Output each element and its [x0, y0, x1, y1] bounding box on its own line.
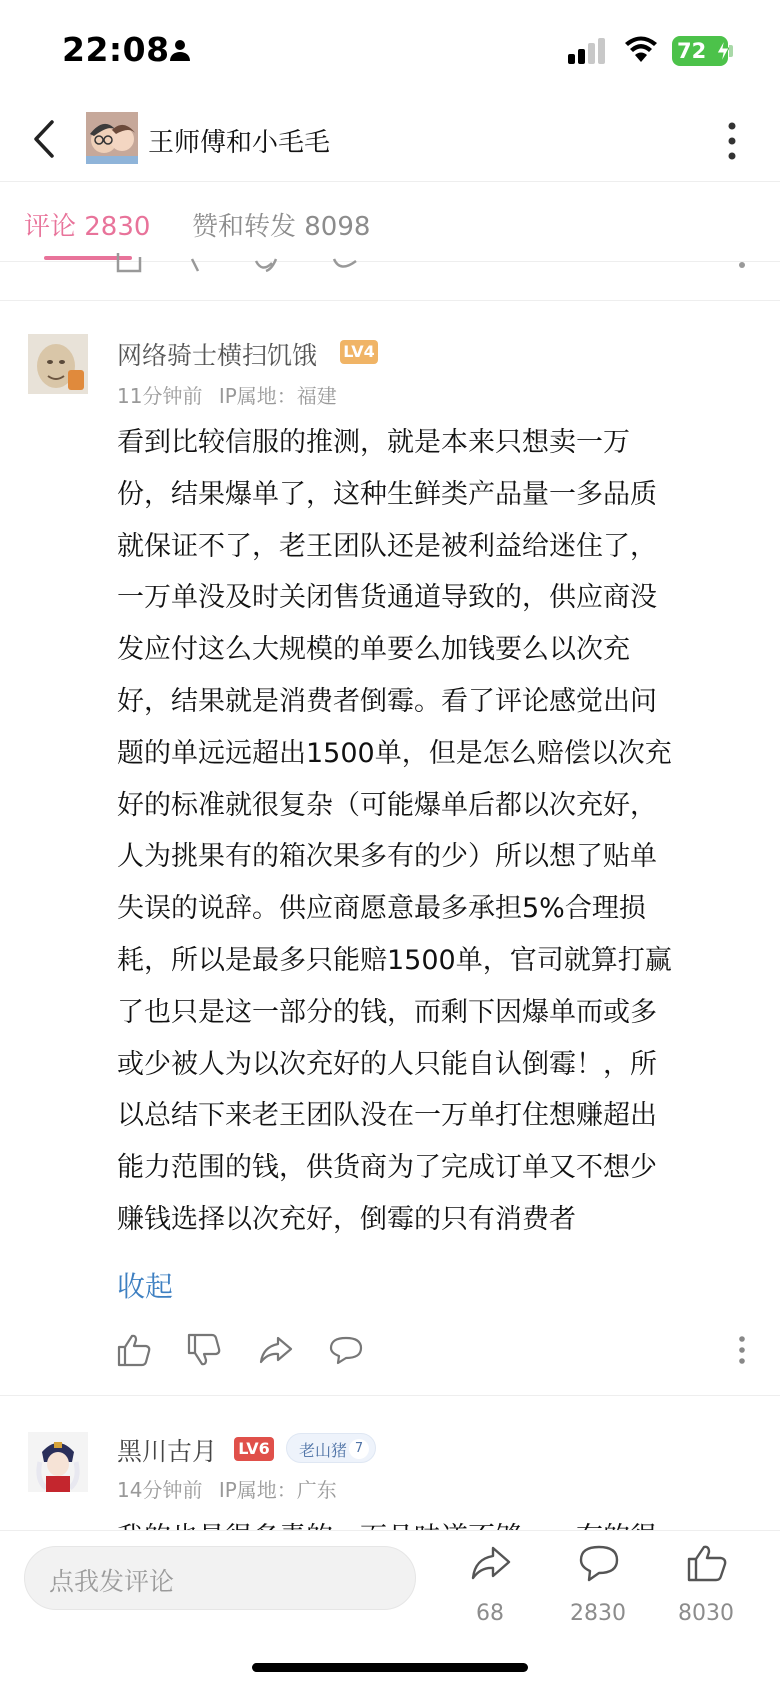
- back-button[interactable]: [28, 114, 68, 164]
- commenter-name[interactable]: 网络骑士横扫饥饿: [117, 341, 318, 370]
- comment-line: 耗，所以是最多只能赔1500单，官司就算打赢: [117, 944, 672, 976]
- ip-location: 福建: [296, 384, 337, 408]
- comment-more-button[interactable]: [730, 1332, 770, 1372]
- tab-comments[interactable]: 评论 2830: [24, 212, 151, 242]
- status-bar: [0, 0, 780, 100]
- fan-badge-label: 老山猪: [299, 1441, 348, 1460]
- comment-meta: [117, 1474, 337, 1503]
- commenter-avatar[interactable]: [28, 1432, 88, 1492]
- collapse-link[interactable]: 收起: [117, 1270, 174, 1303]
- battery-tip: [729, 45, 733, 57]
- ip-label: IP属地：: [218, 1478, 297, 1502]
- comment-count-button[interactable]: [548, 1539, 648, 1639]
- comment-item: [0, 1396, 780, 1530]
- comment-line: 能力范围的钱，供货商为了完成订单又不想少: [117, 1152, 657, 1184]
- status-time: 22:08: [62, 30, 170, 69]
- speech-bubble-icon: [328, 1332, 364, 1368]
- wifi-icon: [624, 36, 658, 68]
- tab-bar: [0, 182, 780, 262]
- comment-line: 了也只是这一部分的钱，而剩下因爆单而或多: [117, 996, 657, 1028]
- comment-line: 好的标准就很复杂（可能爆单后都以次充好，: [117, 789, 657, 821]
- top-nav-bar: [0, 100, 780, 182]
- comment-line: 好，结果就是消费者倒霉。看了评论感觉出问: [117, 685, 657, 717]
- user-level-badge: LV6: [234, 1437, 274, 1461]
- more-options-button[interactable]: [722, 120, 742, 162]
- comment-meta: [117, 380, 337, 409]
- home-indicator: [252, 1663, 528, 1672]
- comment-count: 2830: [570, 1601, 626, 1626]
- comment-line: 以总结下来老王团队没在一万单打住想赚超出: [117, 1100, 657, 1132]
- battery-icon: [672, 36, 728, 66]
- ip-label: IP属地：: [218, 384, 297, 408]
- comment-line: 份，结果爆单了，这种生鲜类产品量一多品质: [117, 478, 657, 510]
- comment-input-placeholder: 点我发评论: [49, 1567, 175, 1596]
- comment-time: 14分钟前: [117, 1478, 203, 1502]
- thumbs-up-icon: [686, 1543, 728, 1583]
- comment-input[interactable]: [24, 1546, 416, 1610]
- comment-line: 看到比较信服的推测，就是本来只想卖一万: [117, 427, 630, 458]
- reply-button[interactable]: [328, 1332, 368, 1372]
- fan-badge: [286, 1433, 376, 1463]
- comment-actions: [0, 1332, 780, 1372]
- comment-line: 就保证不了，老王团队还是被利益给迷住了，: [117, 530, 657, 562]
- person-icon: [168, 38, 192, 66]
- share-arrow-icon: [470, 1543, 512, 1583]
- dislike-button[interactable]: [186, 1332, 226, 1372]
- comment-item: [0, 302, 780, 1392]
- speech-bubble-icon: [578, 1543, 620, 1583]
- author-avatar[interactable]: [86, 112, 138, 164]
- repost-count: 68: [476, 1601, 504, 1626]
- comment-text: [117, 417, 747, 1246]
- comment-line: 失误的说辞。供应商愿意最多承担5%合理损: [117, 893, 646, 925]
- commenter-avatar[interactable]: [28, 334, 88, 394]
- battery-level: 72: [677, 39, 707, 63]
- more-vertical-icon: [730, 1332, 754, 1368]
- user-level-badge: LV4: [340, 340, 378, 364]
- more-vertical-icon: [722, 120, 742, 162]
- action-icons-cropped: [0, 263, 780, 301]
- previous-comment-actions: [0, 263, 780, 301]
- share-arrow-icon: [258, 1332, 294, 1368]
- thumbs-down-icon: [186, 1332, 222, 1368]
- tab-likes-reposts[interactable]: 赞和转发 8098: [192, 212, 371, 242]
- cellular-signal-icon: [568, 38, 608, 68]
- repost-button[interactable]: [440, 1539, 540, 1639]
- comment-line: 发应付这么大规模的单要么加钱要么以次充: [117, 634, 630, 666]
- fan-badge-number: 7: [349, 1439, 369, 1459]
- page-title: 王师傅和小毛毛: [148, 128, 331, 158]
- thumbs-up-icon: [116, 1332, 152, 1368]
- like-count: 8030: [678, 1601, 734, 1626]
- like-button[interactable]: [116, 1332, 156, 1372]
- commenter-name[interactable]: 黑川古月: [117, 1437, 218, 1466]
- chevron-left-icon: [28, 114, 68, 164]
- comment-line: 或少被人为以次充好的人只能自认倒霉！，所: [117, 1048, 657, 1080]
- comment-line: 赚钱选择以次充好，倒霉的只有消费者: [117, 1203, 576, 1235]
- comment-line: 人为挑果有的箱次果多有的少）所以想了贴单: [117, 841, 657, 873]
- share-button[interactable]: [258, 1332, 298, 1372]
- like-post-button[interactable]: [656, 1539, 756, 1639]
- ip-location: 广东: [296, 1478, 337, 1502]
- comment-line: 一万单没及时关闭售货通道导致的，供应商没: [117, 582, 657, 614]
- bottom-action-bar: [0, 1530, 780, 1688]
- comment-line: 题的单远远超出1500单，但是怎么赔偿以次充: [117, 737, 672, 769]
- comment-time: 11分钟前: [117, 384, 203, 408]
